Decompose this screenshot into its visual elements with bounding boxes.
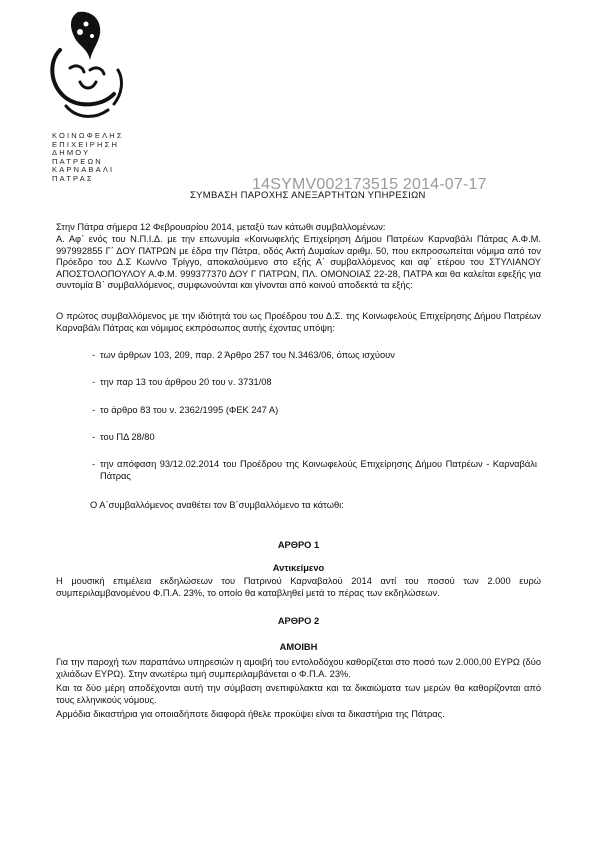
article-1-subheading: Αντικείμενο <box>272 563 325 573</box>
list-item-text: των άρθρων 103, 209, παρ. 2 Άρθρο 257 του Ν.3463/06, όπως ισχύουν <box>100 350 395 360</box>
assignment-line: Ο Α΄συμβαλλόμενος αναθέτει τον Β΄συμβαλλόμενο τα κάτωθι: <box>90 500 344 510</box>
organization-name <box>52 132 124 184</box>
org-line: ΚΟΙΝΩΦΕΛΗΣ <box>52 131 124 140</box>
article-2-text: Και τα δύο μέρη αποδέχονται αυτή την σύμβαση ανεπιφύλακτα και τα δικαιώματα των μερών θα καθορίζονται από τους ελληνικούς νόμους. <box>56 683 541 705</box>
org-line: ΕΠΙΧΕΙΡΗΣΗ <box>52 139 120 149</box>
org-line: ΠΑΤΡΕΩΝ <box>52 156 103 166</box>
article-2-heading: ΑΡΘΡΟ 2 <box>277 616 320 626</box>
article-2-text: Αρμόδια δικαστήρια για οποιαδήποτε διαφορά ήθελε προκύψει είναι τα δικαστήρια της Πάτρας. <box>56 709 445 719</box>
list-item-text: την απόφαση 93/12.02.2014 του Προέδρου της Κοινωφελούς Επιχείρησης Δήμου Πατρέων - Καρναβάλι Πάτρας <box>100 459 537 481</box>
intro-line: Στην Πάτρα σήμερα 12 Φεβρουαρίου 2014, μεταξύ των κάτωθι συμβαλλομένων: <box>56 222 386 232</box>
intro-party-a: Α. Αφ΄ ενός του Ν.Π.Ι.Δ. με την επωνυμία «Κοινωφελής Επιχείρηση Δήμου Πατρέων Καρναβάλι Πάτρας Α.Φ.Μ. 997992855 Γ΄ ΔΟΥ ΠΑΤΡΩΝ με έδρα την Πάτρα, οδός Ακτή Δυμαίων αριθμ. 50, που εκπροσωπείται νόμιμα από τον Πρόεδρο του Δ.Σ Κων/νο Τρίγγο, αποκαλούμενο στο εξής Α΄ συμβαλλόμενος και αφ΄ ετέρου του ΣΤΥΛΙΑΝΟΥ ΑΠΟΣΤΟΛΟΠΟΥΛΟΥ Α.Φ.Μ. 999377370 ΔΟΥ Γ ΠΑΤΡΩΝ, ΠΛ. ΟΜΟΝΟΙΑΣ 22-28, ΠΑΤΡΑ και θα καλείται εφεξής για συντομία Β΄ συμβαλλόμενος, συμφωνούνται και γίνονται από κοινού αποδεκτά τα εξής: <box>56 234 541 291</box>
list-item-text: το άρθρο 83 του ν. 2362/1995 (ΦΕΚ 247 Α) <box>100 405 279 415</box>
document-stamp: 14SYMV002173515 2014-07-17 <box>252 176 487 193</box>
org-line: ΚΑΡΝΑΒΑΛΙ <box>52 165 115 175</box>
article-1-heading: ΑΡΘΡΟ 1 <box>277 540 320 550</box>
carnival-logo <box>40 10 130 130</box>
org-line: ΠΑΤΡΑΣ <box>52 173 94 183</box>
document-title: ΣΥΜΒΑΣΗ ΠΑΡΟΧΗΣ ΑΝΕΞΑΡΤΗΤΩΝ ΥΠΗΡΕΣΙΩΝ <box>190 190 426 201</box>
article-1-text: Η μουσική επιμέλεια εκδηλώσεων του Πατρινού Καρναβαλού 2014 αντί του ποσού των 2.000 ευρώ συμπεριλαμβανομένου Φ.Π.Α. 23%, το οποίο θα καταβληθεί μετά το πέρας των εκδηλώσεων. <box>56 576 541 598</box>
list-item-text: του ΠΔ 28/80 <box>100 432 155 442</box>
intro-party-b: Ο πρώτος συμβαλλόμενος με την ιδιότητά του ως Προέδρου του Δ.Σ. της Κοινωφελούς Επιχείρησης Δήμου Πατρέων Καρναβάλι Πάτρας και νόμιμος εκπρόσωπος αυτής έχοντας υπόψη: <box>56 311 541 333</box>
article-2-text: Για την παροχή των παραπάνω υπηρεσιών η αμοιβή του εντολοδόχου καθορίζεται στο ποσό των 2.000,00 ΕΥΡΩ (δύο χιλιάδων ΕΥΡΩ). Στην ανωτέρω τιμή συμπεριλαμβάνεται ο Φ.Π.Α. 23%. <box>56 657 541 679</box>
list-item-text: την παρ 13 του άρθρου 20 του ν. 3731/08 <box>100 377 272 387</box>
article-2-subheading: ΑΜΟΙΒΗ <box>279 642 318 652</box>
org-line: ΔΗΜΟΥ <box>52 148 91 158</box>
